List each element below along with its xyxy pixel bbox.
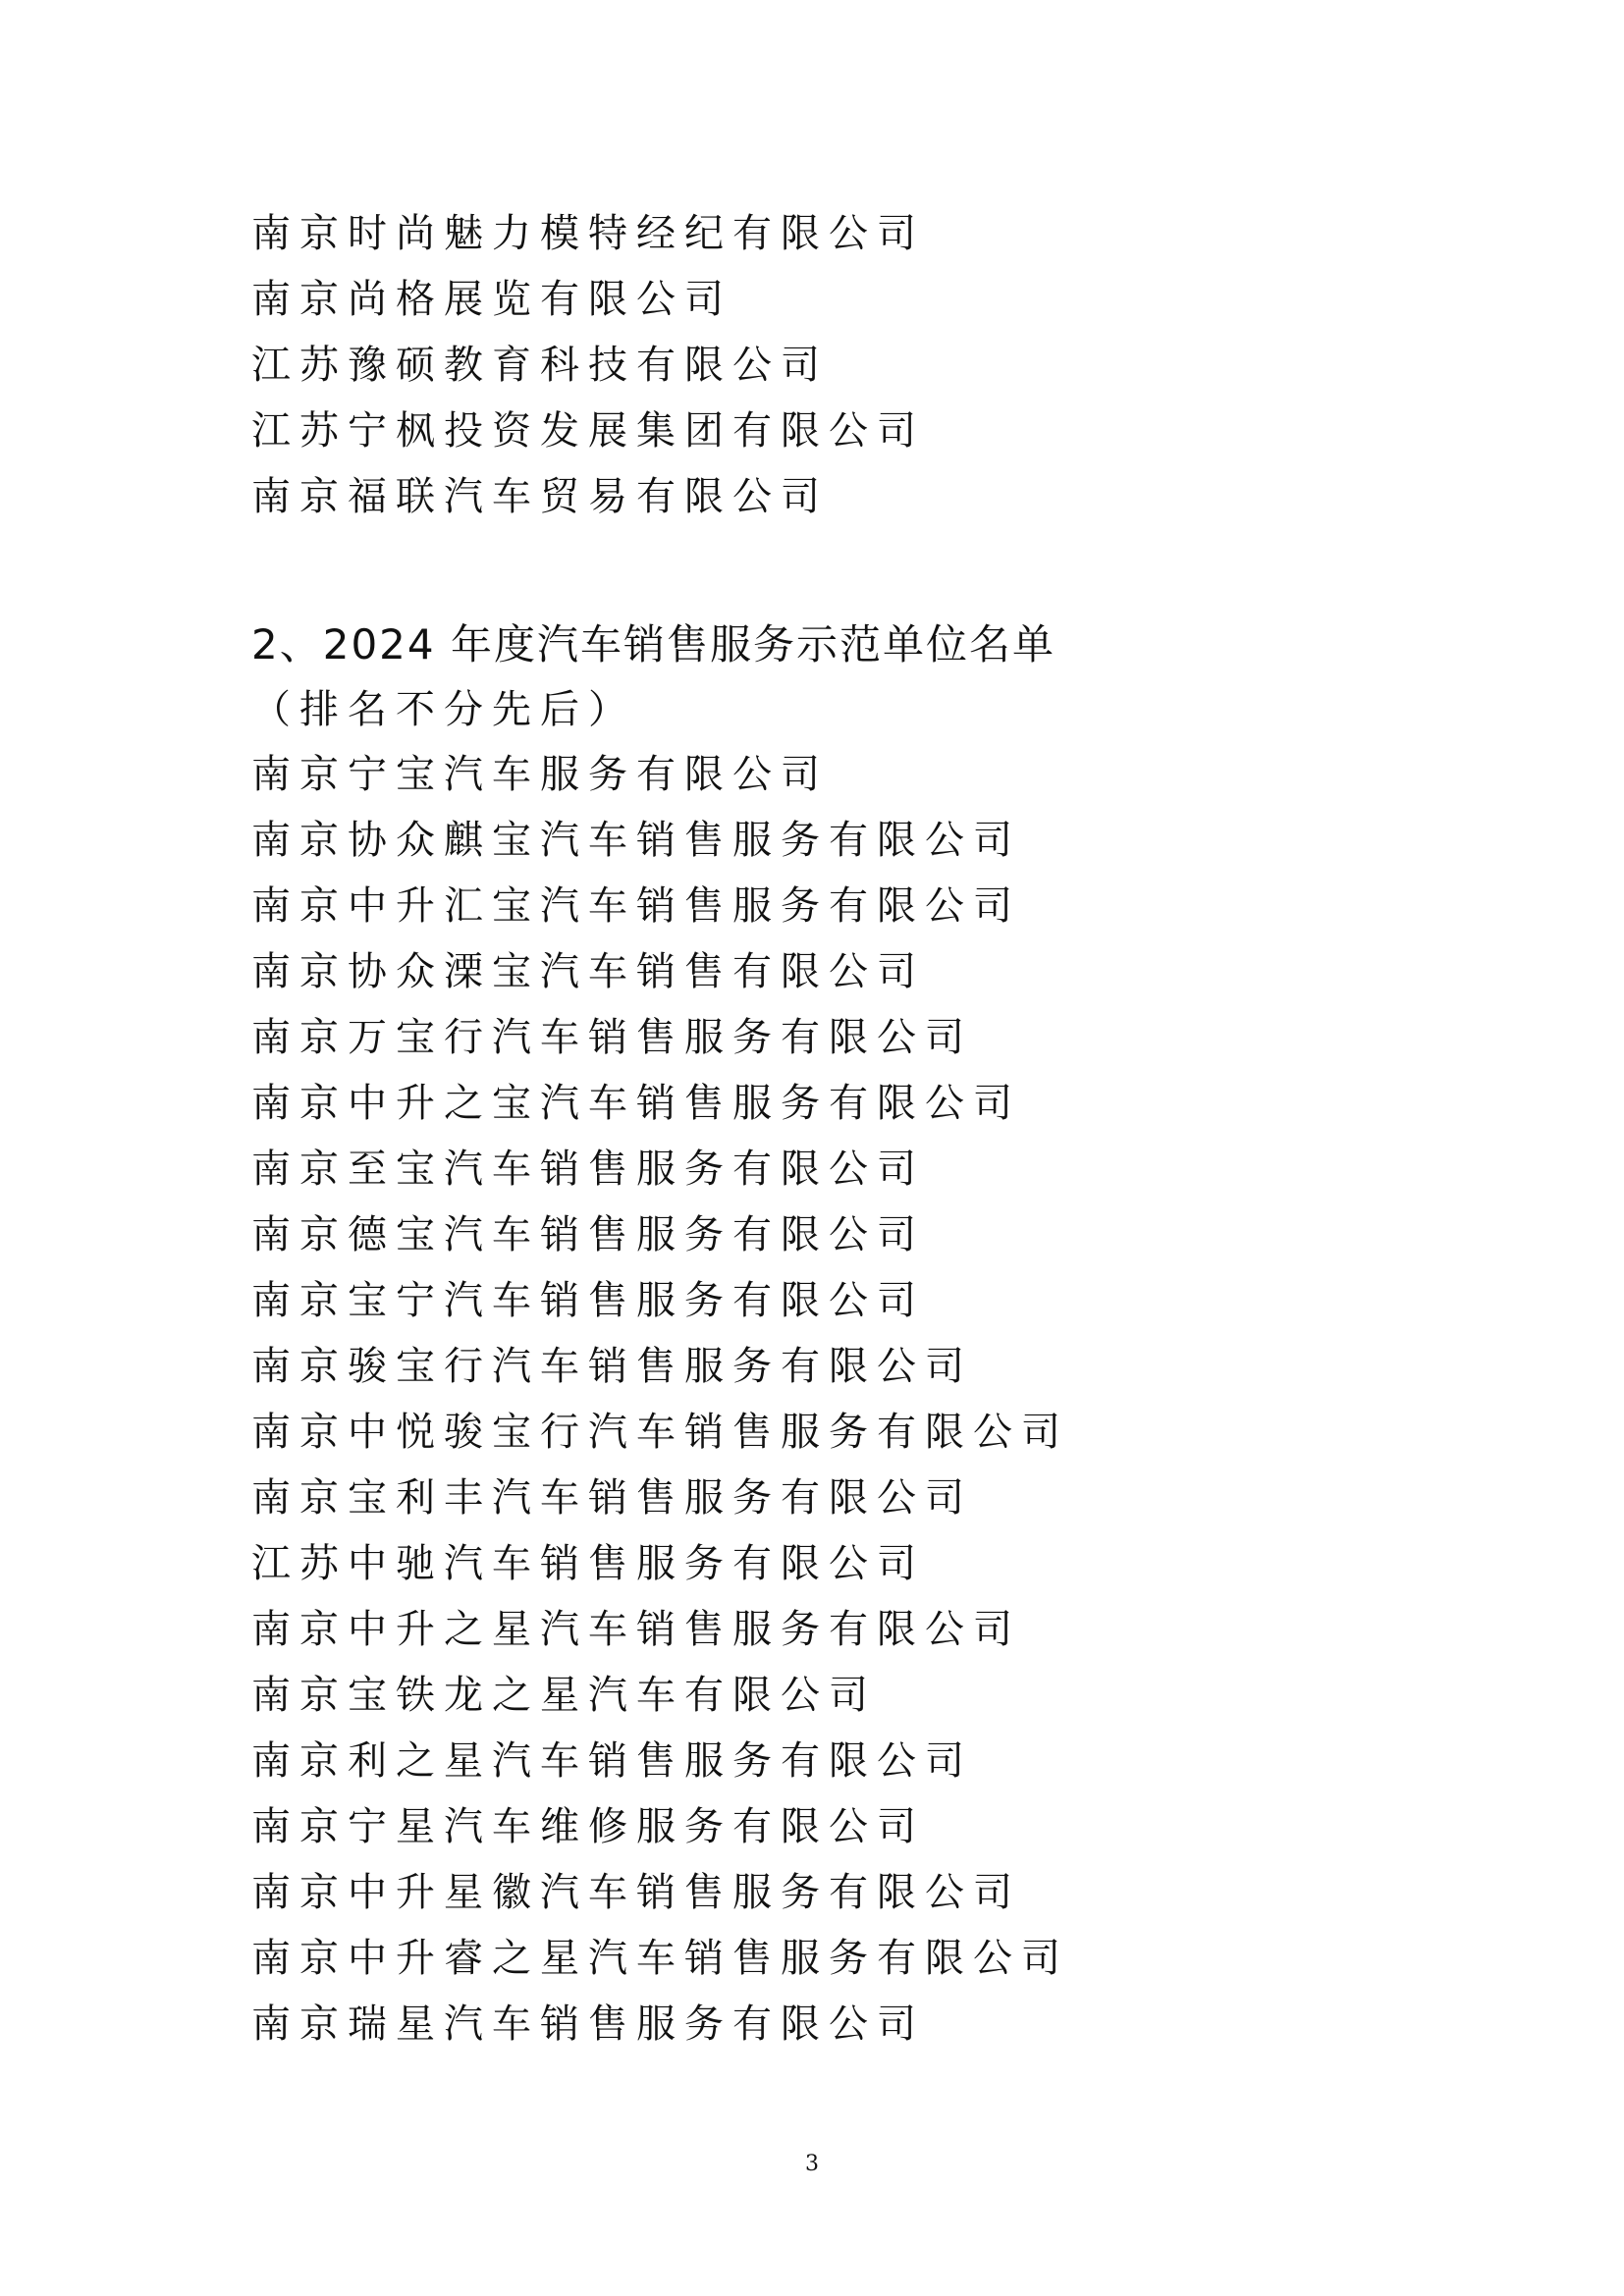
list-item: 南京尚格展览有限公司 — [251, 277, 732, 322]
list-item: 南京中升睿之星汽车销售服务有限公司 — [251, 1936, 1069, 1981]
list-item: 南京宝宁汽车销售服务有限公司 — [251, 1278, 925, 1323]
list-item: 南京协众溧宝汽车销售有限公司 — [251, 949, 925, 994]
company-list-previous-section — [251, 201, 925, 530]
list-item: 南京万宝行汽车销售服务有限公司 — [251, 1015, 973, 1060]
list-item: 江苏中驰汽车销售服务有限公司 — [251, 1541, 925, 1586]
list-item: 南京中升之宝汽车销售服务有限公司 — [251, 1081, 1021, 1126]
list-item: 南京宝铁龙之星汽车有限公司 — [251, 1673, 877, 1718]
list-item: 南京中升汇宝汽车销售服务有限公司 — [251, 883, 1021, 929]
list-item: 江苏宁枫投资发展集团有限公司 — [251, 408, 925, 454]
page-number: 3 — [805, 2152, 819, 2176]
list-item: 南京福联汽车贸易有限公司 — [251, 474, 829, 519]
list-item: 南京德宝汽车销售服务有限公司 — [251, 1212, 925, 1257]
list-item: 南京瑞星汽车销售服务有限公司 — [251, 2002, 925, 2047]
list-item: 南京时尚魅力模特经纪有限公司 — [251, 211, 925, 256]
list-item: 南京利之星汽车销售服务有限公司 — [251, 1738, 973, 1784]
list-item: 南京中升星徽汽车销售服务有限公司 — [251, 1870, 1021, 1915]
list-item: 南京骏宝行汽车销售服务有限公司 — [251, 1344, 973, 1389]
list-item: 南京协众麒宝汽车销售服务有限公司 — [251, 818, 1021, 863]
list-item: 江苏豫硕教育科技有限公司 — [251, 343, 829, 388]
list-item: 南京至宝汽车销售服务有限公司 — [251, 1147, 925, 1192]
company-list-section-2 — [251, 742, 1069, 2057]
list-item: 南京宝利丰汽车销售服务有限公司 — [251, 1475, 973, 1521]
list-item: 南京中悦骏宝行汽车销售服务有限公司 — [251, 1410, 1069, 1455]
section-note: （排名不分先后） — [251, 687, 636, 732]
list-item: 南京中升之星汽车销售服务有限公司 — [251, 1607, 1021, 1652]
list-item: 南京宁星汽车维修服务有限公司 — [251, 1804, 925, 1849]
list-item: 南京宁宝汽车服务有限公司 — [251, 752, 829, 797]
section-heading: 2、2024 年度汽车销售服务示范单位名单 — [251, 620, 1056, 668]
